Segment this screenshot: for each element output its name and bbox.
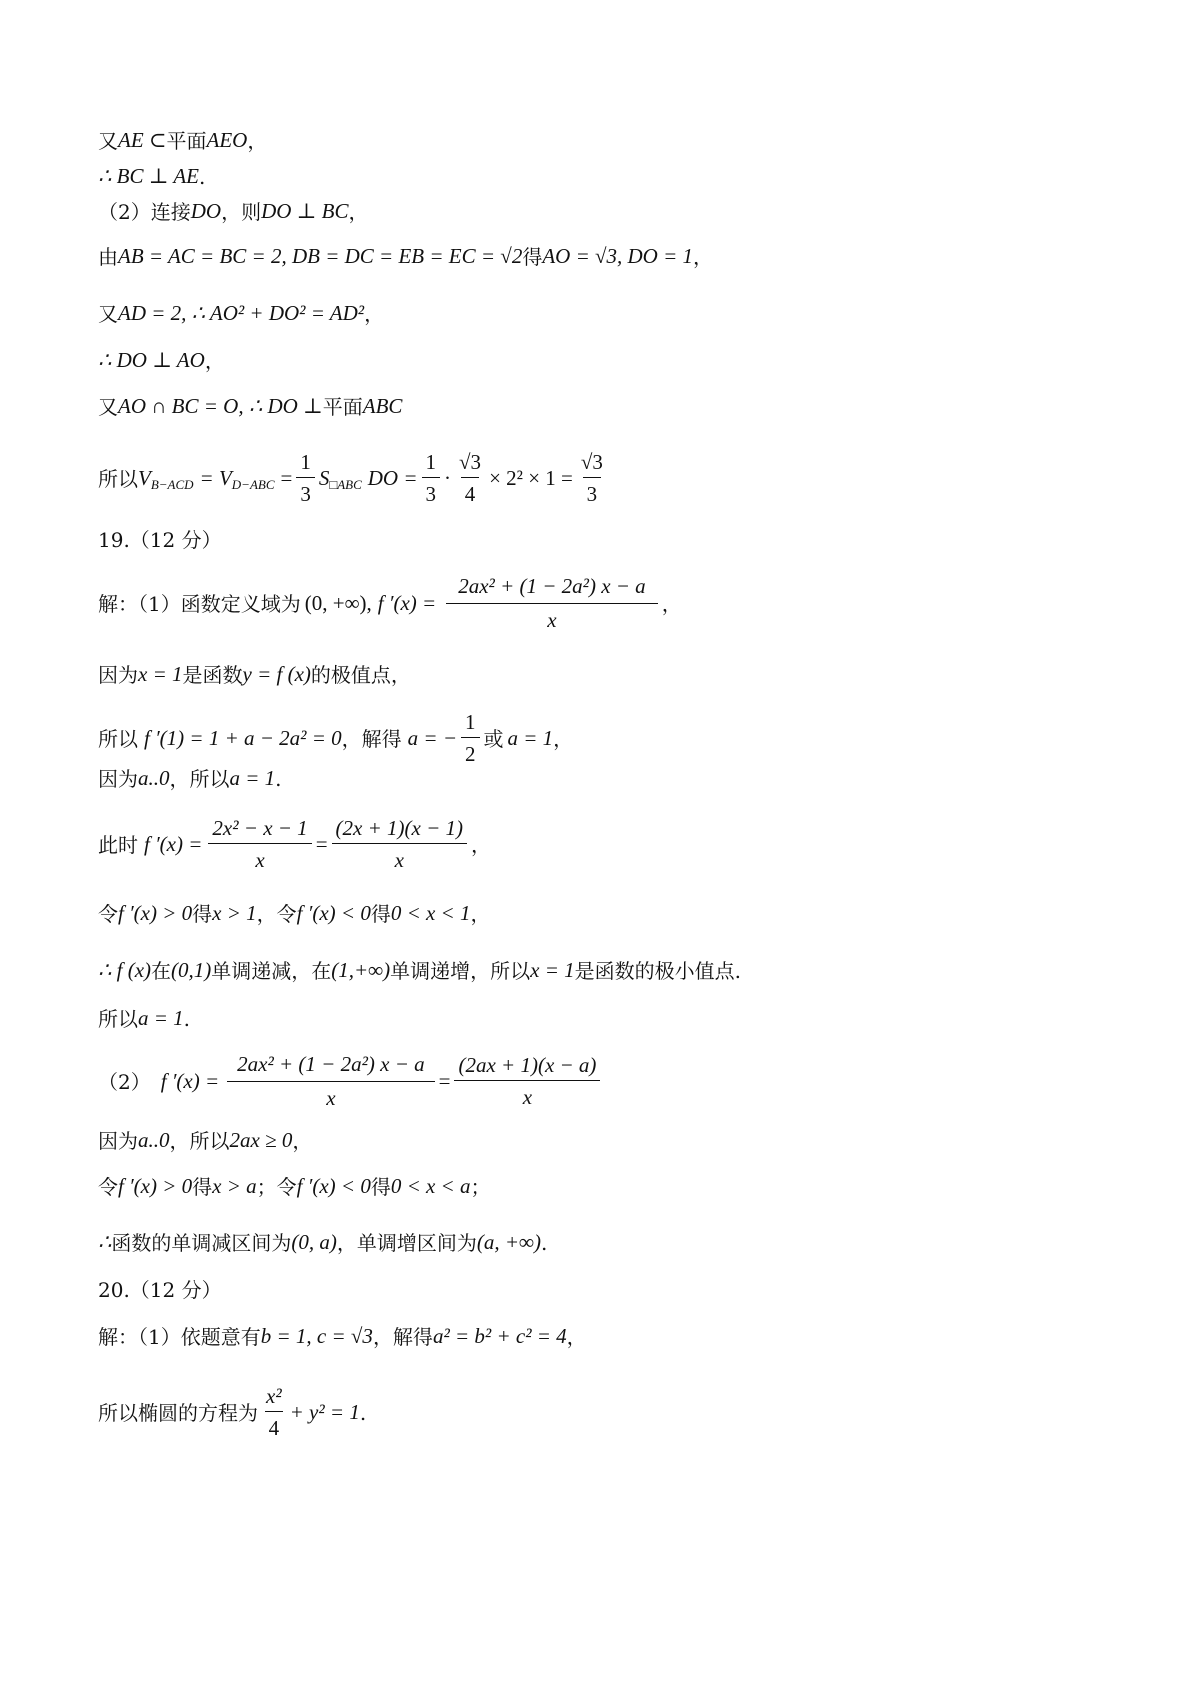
fraction-sqrt3-4: $\frac{√3}{4}$	[459, 450, 482, 506]
line-monotonic-1	[98, 960, 741, 981]
math-segment: x > a	[212, 1174, 257, 1198]
text-segment: ，	[348, 199, 369, 224]
math-segment: AB = AC = BC = 2, DB = DC = EB = EC = √2	[118, 244, 523, 268]
volume-eq1-sub: D−ABC	[231, 477, 275, 492]
text-segment: ，	[693, 244, 714, 269]
then-prefix: 此时	[98, 832, 138, 857]
math-segment: 2ax ≥ 0	[229, 1128, 293, 1152]
ellipse-line: 所以椭圆的方程为 $\frac{\text{x²}}{4}$ + y² = 1 .	[98, 1384, 367, 1440]
text-segment: 因为	[98, 766, 138, 791]
volume-prefix: 所以	[98, 466, 138, 491]
part2-fraction-1: $\frac{\text{2ax² + (1 − 2a²) x − a}}{x}$	[227, 1054, 434, 1109]
text-segment: 函数的单调减区间为	[111, 1230, 292, 1255]
math-segment: b = 1, c = √3	[260, 1324, 373, 1348]
math-segment: (0, a)	[291, 1230, 337, 1254]
math-segment: x = 1	[530, 958, 575, 982]
math-segment: 0 < x < 1	[390, 901, 471, 925]
text-segment: 是函数的极小值点.	[574, 958, 742, 983]
line-6	[98, 350, 225, 371]
part2-fraction-2: $\frac{(2ax + 1)(x - a)}{x}$	[454, 1055, 600, 1108]
text-segment: ；	[470, 1174, 491, 1199]
part2-prefix: （2）	[98, 1069, 151, 1094]
fraction-1-2: $\frac{1}{2}$	[461, 712, 480, 765]
text-segment: ，	[247, 128, 268, 153]
math-segment: a..0	[138, 1128, 170, 1152]
math-segment: AE ⊂	[118, 128, 167, 152]
text-segment: .	[541, 1230, 548, 1255]
math-segment: ∴	[98, 1230, 112, 1254]
text-segment: 因为	[98, 662, 138, 687]
text-segment: 得	[192, 1174, 213, 1199]
ellipse-fraction: $\frac{\text{x²}}{4}$	[266, 1384, 282, 1440]
text-segment: ，	[292, 1128, 313, 1153]
solve-line: 所以 f ′(1) = 1 + a − 2a² = 0 ，解得 a = − $\frac{1}{2}$ 或 a = 1 ，	[98, 710, 574, 766]
text-segment: 得	[192, 901, 213, 926]
text-segment: 又	[98, 394, 118, 419]
fraction-1-3: $\frac{1}{3}$	[296, 452, 315, 505]
deriv-fraction: $\frac{\text{2ax² + (1 − 2a²) x − a}}{x}$	[446, 576, 657, 631]
derivative-line: 解：（1）函数定义域为 (0, +∞), f ′(x) = $\frac{\text{2ax² + (1 − 2a²) x − a}}{x}$ ，	[98, 574, 682, 632]
line-a-ge-0	[98, 768, 282, 789]
volume-s: S	[318, 466, 330, 490]
text-segment: 单调递减，在	[211, 958, 332, 983]
line-1	[98, 130, 267, 151]
text-segment: 平面	[166, 128, 207, 153]
math-segment: x > 1	[212, 901, 257, 925]
volume-do: DO =	[367, 466, 418, 490]
text-segment: 因为	[98, 1128, 138, 1153]
text-segment: 在	[151, 958, 172, 983]
line-intervals	[98, 1232, 547, 1253]
volume-line: 所以 V $_{B-ACD}$ = V $_{D-ABC}$ = $\frac{1}{3}$ S $_{□ABC}$ DO = $\frac{1}{3}$ · $\frac{√3}{4}$ × 2² × 1 = $\frac{√3}{3}$	[98, 452, 611, 505]
fraction-sqrt3-3: $\frac{√3}{3}$	[580, 450, 603, 506]
solve-expr: f ′(1) = 1 + a − 2a² = 0	[144, 726, 342, 750]
text-segment: ，解得	[372, 1324, 433, 1349]
text-segment: ，	[470, 901, 491, 926]
text-segment: 所以	[98, 1006, 138, 1031]
line-5	[98, 303, 384, 324]
math-segment: ∴ BC ⊥ AE	[98, 164, 199, 188]
math-segment: a..0	[138, 766, 170, 790]
math-segment: ∴ f (x)	[98, 958, 152, 982]
text-segment: 平面	[322, 394, 363, 419]
text-segment: ，单调增区间为	[336, 1230, 477, 1255]
line-20-part1	[98, 1326, 587, 1347]
text-segment: .	[183, 1006, 191, 1031]
deriv-fprime: f ′(x) =	[377, 591, 437, 615]
text-segment: 又	[98, 301, 118, 326]
text-segment: 令	[98, 1174, 118, 1199]
text-segment: 又	[98, 128, 118, 153]
then-fraction-2: $\frac{(2x + 1)(x - 1)}{x}$	[332, 818, 467, 871]
math-segment: AD = 2, ∴ AO² + DO² = AD²	[118, 301, 365, 325]
math-segment: DO	[190, 199, 222, 223]
math-segment: (1,+∞)	[331, 958, 391, 982]
fraction-1-3-b: $\frac{1}{3}$	[422, 452, 441, 505]
text-segment: （2）连接	[98, 199, 191, 224]
math-segment: ABC	[362, 394, 403, 418]
math-segment: ∴ DO ⊥ AO	[98, 348, 205, 372]
math-segment: f ′(x) < 0	[296, 1174, 371, 1198]
line-20-heading	[98, 1280, 222, 1300]
ellipse-prefix: 所以椭圆的方程为	[98, 1400, 258, 1425]
text-segment: ；令	[256, 1174, 297, 1199]
math-segment: (0,1)	[171, 958, 212, 982]
line-a-eq-1	[98, 1008, 190, 1029]
text-segment: 解：（1）依题意有	[98, 1324, 261, 1349]
line-2	[98, 166, 205, 187]
text-segment: ，	[204, 348, 225, 373]
math-segment: f ′(x) > 0	[118, 901, 193, 925]
volume-eq1: = V	[199, 466, 232, 490]
line-19-heading	[98, 530, 222, 550]
math-segment: DO ⊥ BC	[261, 199, 349, 223]
line-sign-1	[98, 903, 490, 924]
text-segment: .	[198, 164, 206, 189]
volume-mid: × 2² × 1 =	[489, 466, 573, 490]
then-line: 此时 f ′(x) = $\frac{\text{2x² − x − 1}}{x}$ = $\frac{(2x + 1)(x - 1)}{x}$ ，	[98, 816, 491, 872]
then-fraction-1: $\frac{\text{2x² − x − 1}}{x}$	[208, 818, 311, 871]
math-segment: f ′(x) < 0	[296, 901, 371, 925]
part2-line: （2） f ′(x) = $\frac{\text{2ax² + (1 − 2a²) x − a}}{x}$ = $\frac{(2ax + 1)(x - a)}{x}$	[98, 1054, 604, 1109]
text-segment: ，令	[256, 901, 297, 926]
text-segment: 19.（12 分）	[98, 528, 222, 552]
math-segment: a = 1	[138, 1006, 184, 1030]
volume-lhs: V	[138, 466, 151, 490]
text-segment: 令	[98, 901, 118, 926]
deriv-domain: (0, +∞),	[304, 591, 372, 615]
text-segment: ，所以	[169, 1128, 230, 1153]
math-segment: AO ∩ BC = O, ∴ DO ⊥	[118, 394, 323, 418]
text-segment: ，则	[221, 199, 262, 224]
math-segment: (a, +∞)	[476, 1230, 542, 1254]
math-segment: AO = √3, DO = 1	[542, 244, 694, 268]
math-segment: a² = b² + c² = 4	[432, 1324, 567, 1348]
line-2ax	[98, 1130, 312, 1151]
text-segment: 单调递增，所以	[390, 958, 531, 983]
text-segment: ，	[566, 1324, 587, 1349]
math-segment: AEO	[206, 128, 248, 152]
math-segment: y = f (x)	[242, 662, 311, 686]
text-segment: 20.（12 分）	[98, 1278, 222, 1302]
text-segment: 由	[98, 244, 118, 269]
text-segment: 得	[370, 1174, 391, 1199]
line-sign-2	[98, 1176, 490, 1197]
math-segment: f ′(x) > 0	[118, 1174, 193, 1198]
text-segment: 得	[370, 901, 391, 926]
volume-s-sub: □ABC	[329, 477, 362, 492]
volume-lhs-sub: B−ACD	[150, 477, 194, 492]
math-segment: x = 1	[138, 662, 183, 686]
line-3	[98, 201, 369, 222]
text-segment: 的极值点，	[310, 662, 411, 687]
text-segment: .	[275, 766, 282, 791]
deriv-prefix: 解：（1）函数定义域为	[98, 591, 301, 616]
text-segment: 得	[522, 244, 543, 269]
text-segment: 是函数	[182, 662, 243, 687]
line-4	[98, 246, 713, 267]
line-7	[98, 396, 402, 417]
text-segment: ，	[364, 301, 385, 326]
math-segment: a = 1	[229, 766, 276, 790]
math-segment: 0 < x < a	[390, 1174, 471, 1198]
solve-prefix: 所以	[98, 726, 138, 751]
text-segment: ，所以	[169, 766, 230, 791]
line-extremum	[98, 664, 411, 685]
